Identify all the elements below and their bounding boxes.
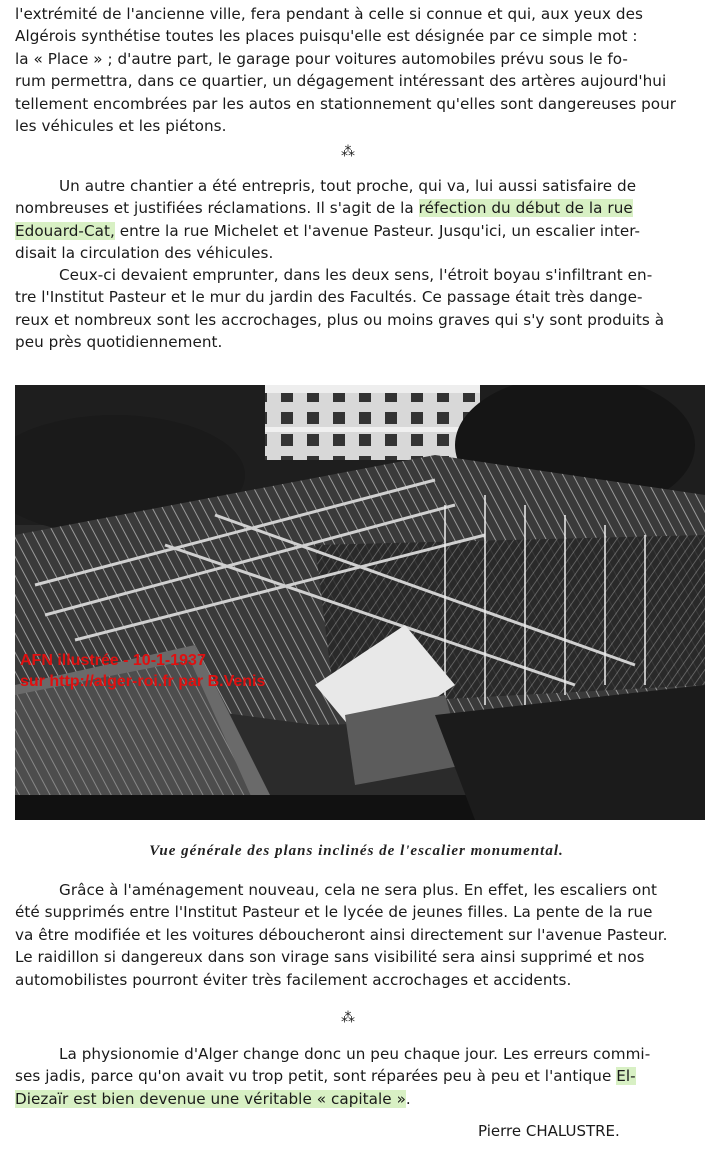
text-line: les véhicules et les piétons. <box>15 117 227 136</box>
photo-illustration <box>15 385 705 820</box>
text-line <box>15 220 695 242</box>
paragraph-2 <box>15 175 695 265</box>
section-separator: ⁂ <box>341 144 355 160</box>
text-line <box>15 197 695 219</box>
highlighted-text: Diezaïr est bien devenue une véritable « capitale » <box>15 1089 406 1108</box>
text-line: rum permettra, dans ce quartier, un dégagement intéressant des artères aujourd'hui <box>15 72 667 91</box>
text-line: Le raidillon si dangereux dans son virage sans visibilité sera ainsi supprimé et nos <box>15 948 645 967</box>
photo-caption: Vue générale des plans inclinés de l'escalier monumental. <box>149 843 564 859</box>
text-line: disait la circulation des véhicules. <box>15 244 274 263</box>
text-span: entre la rue Michelet et l'avenue Pasteur. Jusqu'ici, un escalier inter- <box>114 221 641 240</box>
author-signature: Pierre CHALUSTRE. <box>478 1122 620 1140</box>
text-span: . <box>405 1089 411 1108</box>
highlighted-text: réfection du début de la rue <box>418 199 633 218</box>
text-line: Ceux-ci devaient emprunter, dans les deux sens, l'étroit boyau s'infiltrant en- <box>59 266 653 284</box>
paragraph-4 <box>15 879 695 991</box>
text-line: la « Place » ; d'autre part, le garage pour voitures automobiles prévu sous le fo- <box>15 49 628 68</box>
text-line: tre l'Institut Pasteur et le mur du jardin des Facultés. Ce passage était très dange- <box>15 288 643 307</box>
text-line: tellement encombrées par les autos en stationnement qu'elles sont dangereuses pour <box>15 94 677 113</box>
paragraph-5 <box>15 1043 695 1110</box>
text-line <box>15 1065 695 1087</box>
paragraph-3 <box>15 264 695 354</box>
section-separator: ⁂ <box>341 1010 355 1026</box>
text-line: Un autre chantier a été entrepris, tout proche, qui va, lui aussi satisfaire de <box>59 177 637 195</box>
watermark <box>20 650 265 692</box>
text-line <box>15 1088 695 1110</box>
highlighted-text: El- <box>616 1067 636 1086</box>
text-line: reux et nombreux sont les accrochages, plus ou moins graves qui s'y sont produits à <box>15 310 665 329</box>
text-span: ses jadis, parce qu'on avait vu trop petit, sont réparées peu à peu et l'antique <box>15 1067 617 1086</box>
text-line: Grâce à l'aménagement nouveau, cela ne sera plus. En effet, les escaliers ont <box>59 881 658 899</box>
text-line: Algérois synthétise toutes les places puisqu'elle est désignée par ce simple mot : <box>15 27 638 46</box>
watermark-link[interactable]: sur http://alger-roi.fr par B.Venis <box>20 673 266 690</box>
text-span: nombreuses et justifiées réclamations. Il s'agit de la <box>15 199 419 218</box>
text-line: été supprimés entre l'Institut Pasteur et le lycée de jeunes filles. La pente de la rue <box>15 903 653 922</box>
paragraph-1 <box>15 3 695 137</box>
text-line: peu près quotidiennement. <box>15 333 223 352</box>
construction-photo <box>15 385 705 820</box>
highlighted-text: Edouard-Cat, <box>15 221 115 240</box>
text-line: La physionomie d'Alger change donc un peu chaque jour. Les erreurs commi- <box>59 1045 651 1063</box>
text-line: l'extrémité de l'ancienne ville, fera pendant à celle si connue et qui, aux yeux des <box>15 5 643 23</box>
text-line: va être modifiée et les voitures déboucheront ainsi directement sur l'avenue Pasteur. <box>15 925 668 944</box>
text-line: automobilistes pourront éviter très facilement accrochages et accidents. <box>15 970 572 989</box>
watermark-line: AFN illustrée - 10-1-1937 <box>20 652 206 669</box>
